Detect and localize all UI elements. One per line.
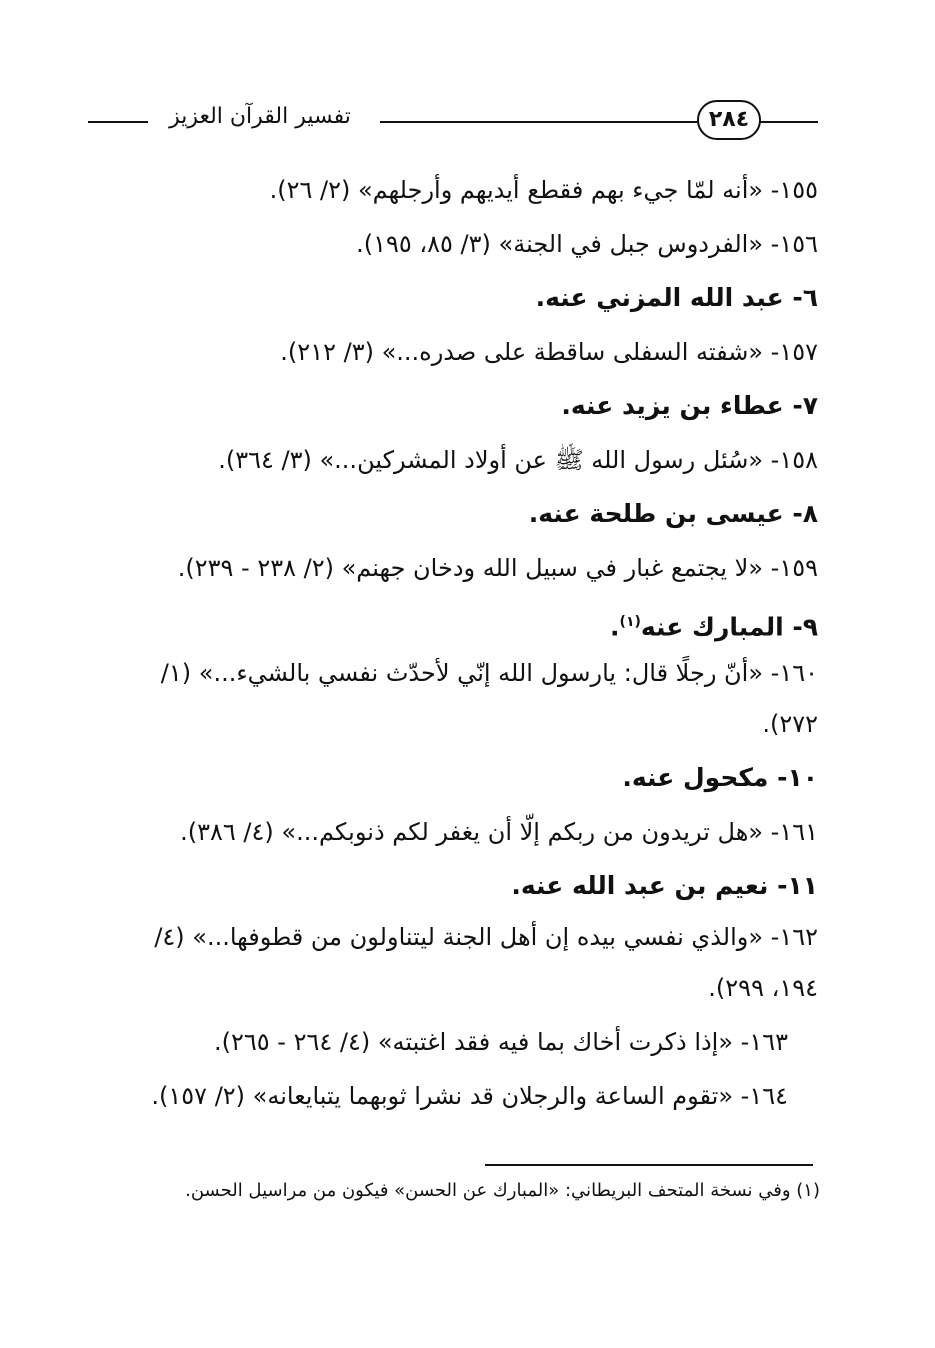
narrator-heading-7: ٧- عطاء بن يزيد عنه. [561,391,818,420]
running-title: تفسير القرآن العزيز [169,104,351,129]
narrator-heading-9: ٩- المبارك عنه$^{(١)}$. [610,612,818,642]
entry-160-continued: ٢٧٢). [762,710,818,738]
narrator-heading-6: ٦- عبد الله المزني عنه. [535,283,818,312]
footnote-separator [485,1164,813,1166]
footnote: (١) وفي نسخة المتحف البريطاني: «المبارك عن الحسن» فيكون من مراسيل الحسن. [185,1180,820,1201]
entry-161: ١٦١- «هل تريدون من ربكم إلّا أن يغفر لكم ذنوبكم...» (٤/ ٣٨٦). [180,818,818,846]
entry-162-continued: ١٩٤، ٢٩٩). [708,974,818,1002]
entry-164: ١٦٤- «تقوم الساعة والرجلان قد نشرا ثوبهما يتبايعانه» (٢/ ١٥٧). [151,1082,788,1110]
footnote-reference: (١) [619,614,641,630]
entry-155: ١٥٥- «أنه لمّا جيء بهم فقطع أيديهم وأرجلهم» (٢/ ٢٦). [269,176,818,204]
entry-158: ١٥٨- «سُئل رسول الله ﷺ عن أولاد المشركين...» (٣/ ٣٦٤). [218,446,818,474]
entry-156: ١٥٦- «الفردوس جبل في الجنة» (٣/ ٨٥، ١٩٥). [356,230,818,258]
entry-157: ١٥٧- «شفته السفلى ساقطة على صدره...» (٣/ ٢١٢). [280,338,818,366]
heading-9-text: ٩- المبارك عنه [640,612,818,642]
header-rule-right [760,121,818,123]
entry-162: ١٦٢- «والذي نفسي بيده إن أهل الجنة ليتناولون من قطوفها...» (٤/ [154,923,818,951]
page-body [82,163,818,1123]
page-number: ٢٨٤ [697,100,761,140]
entry-163: ١٦٣- «إذا ذكرت أخاك بما فيه فقد اغتبته» (٤/ ٢٦٤ - ٢٦٥). [213,1028,788,1056]
narrator-heading-10: ١٠- مكحول عنه. [622,763,818,792]
entry-159: ١٥٩- «لا يجتمع غبار في سبيل الله ودخان جهنم» (٢/ ٢٣٨ - ٢٣٩). [177,554,818,582]
header-rule-left [88,121,148,123]
entry-160: ١٦٠- «أنّ رجلًا قال: يارسول الله إنّي لأحدّث نفسي بالشيء...» (١/ [160,659,818,687]
header-rule-middle [380,121,698,123]
narrator-heading-11: ١١- نعيم بن عبد الله عنه. [511,871,818,900]
narrator-heading-8: ٨- عيسى بن طلحة عنه. [528,499,818,528]
